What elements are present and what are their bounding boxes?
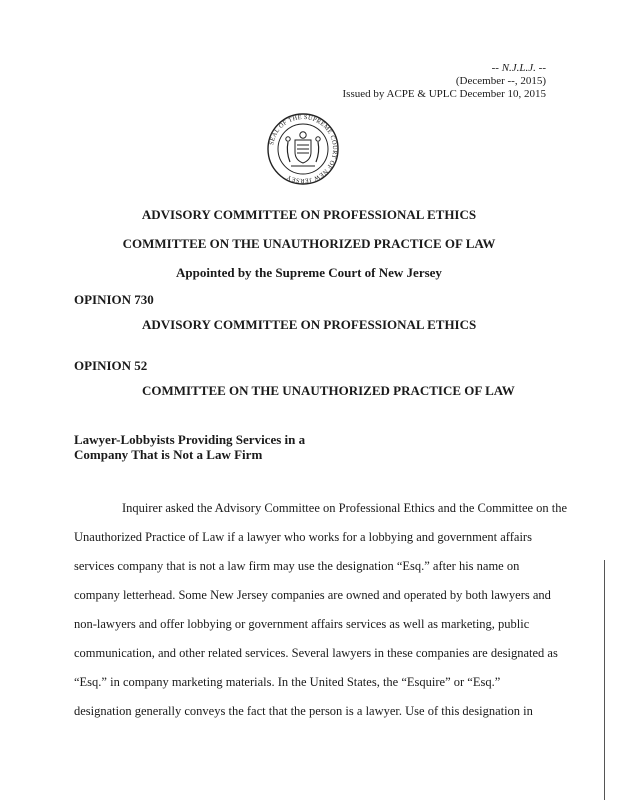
opinion-number-52: OPINION 52	[74, 358, 148, 373]
body-line: non-lawyers and offer lobbying or government affairs services as well as marketing, public	[74, 617, 530, 631]
citation-date: (December --, 2015)	[455, 75, 546, 87]
citation-njlj: -- N.J.L.J. --	[491, 62, 546, 74]
subject-line: Lawyer-Lobbyists Providing Services in a	[74, 432, 306, 447]
committee-title-upl: COMMITTEE ON THE UNAUTHORIZED PRACTICE OF LAW	[122, 236, 496, 251]
committee-title-ethics: ADVISORY COMMITTEE ON PROFESSIONAL ETHICS	[141, 207, 477, 222]
body-paragraph	[74, 494, 568, 726]
body-line: services company that is not a law firm may use the designation “Esq.” after his name on	[74, 559, 520, 573]
body-line: communication, and other related services. Several lawyers in these companies are designated as	[74, 646, 558, 660]
opinion-committee-upl: COMMITTEE ON THE UNAUTHORIZED PRACTICE OF LAW	[142, 383, 515, 398]
opinion-committee-ethics: ADVISORY COMMITTEE ON PROFESSIONAL ETHICS	[142, 317, 477, 332]
appointed-line: Appointed by the Supreme Court of New Jersey	[176, 265, 442, 280]
body-line: “Esq.” in company marketing materials. In the United States, the “Esquire” or “Esq.”	[74, 675, 501, 689]
issued-line: Issued by ACPE & UPLC December 10, 2015	[342, 88, 546, 100]
subject-line: Company That is Not a Law Firm	[74, 447, 263, 462]
supreme-court-seal-icon	[266, 112, 340, 186]
body-line: Unauthorized Practice of Law if a lawyer who works for a lobbying and government affairs	[74, 530, 532, 544]
body-line: company letterhead. Some New Jersey companies are owned and operated by both lawyers and	[74, 588, 551, 602]
opinion-number-730: OPINION 730	[74, 292, 154, 307]
scan-edge-line	[604, 560, 605, 800]
seal-inscription: SEAL OF THE SUPREME COURT OF NEW JERSEY	[268, 113, 339, 185]
opinion-subject	[74, 432, 374, 462]
body-line: Inquirer asked the Advisory Committee on Professional Ethics and the Committee on the	[122, 501, 568, 515]
body-line: designation generally conveys the fact that the person is a lawyer. Use of this designation in	[74, 704, 533, 718]
